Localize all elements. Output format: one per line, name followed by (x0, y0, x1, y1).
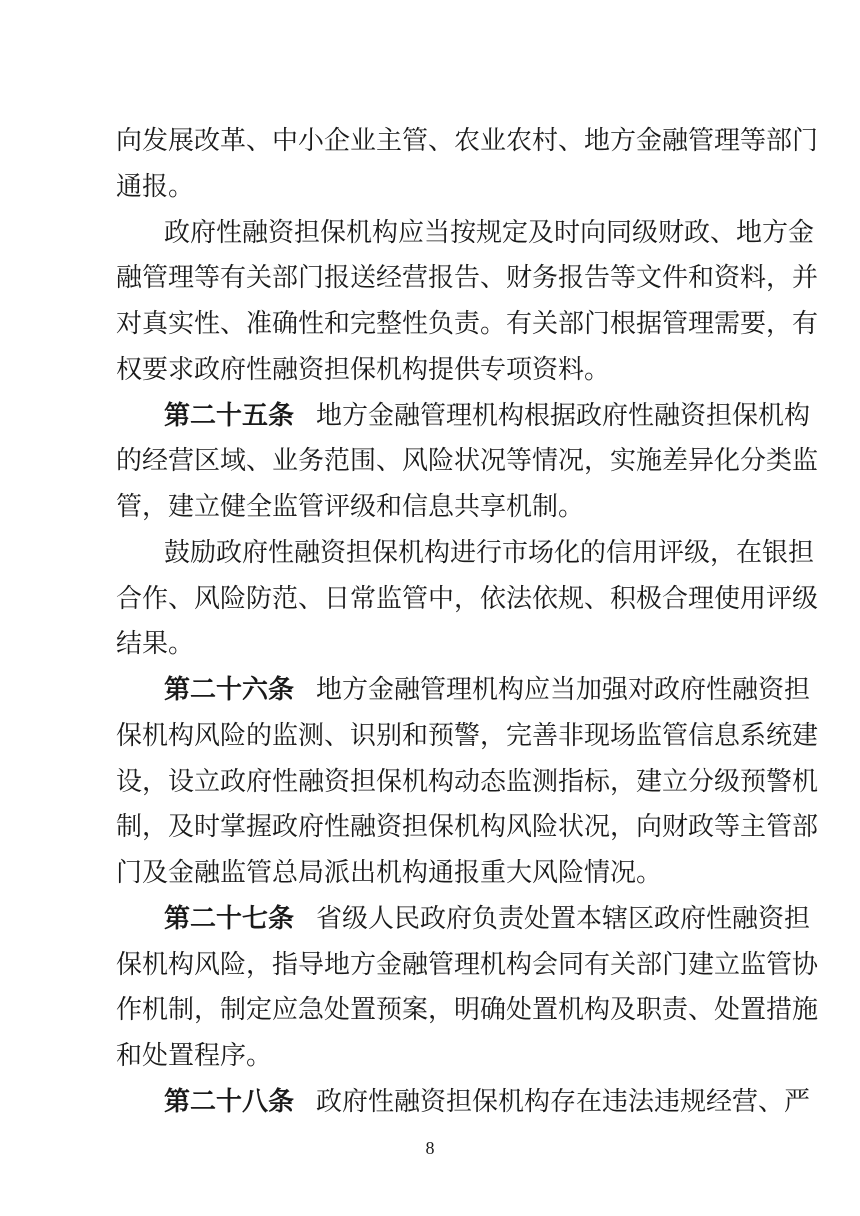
body-text-line (116, 490, 584, 524)
line-text: 政府性融资担保机构应当按规定及时向同级财政、地方金 (164, 218, 815, 248)
page-number: 8 (425, 1138, 435, 1158)
body-text-line (116, 810, 818, 844)
line-text: 的经营区域、业务范围、风险状况等情况，实施差异化分类监 (116, 446, 819, 476)
line-text: 权要求政府性融资担保机构提供专项资料。 (116, 355, 611, 385)
line-text: 融管理等有关部门报送经营报告、财务报告等文件和资料，并 (116, 263, 819, 293)
line-text: 门及金融监管总局派出机构通报重大风险情况。 (116, 858, 663, 888)
line-text: 通报。 (116, 172, 195, 202)
body-text-line (116, 856, 662, 890)
article-26-first-line (164, 673, 810, 707)
article-28-first-line (164, 1085, 810, 1119)
article-heading: 第二十七条 (164, 904, 295, 934)
body-text-line (116, 444, 818, 478)
article-25-first-line (164, 399, 810, 433)
article-heading: 第二十六条 (164, 675, 295, 705)
body-text-line (116, 1039, 272, 1073)
line-text: 对真实性、准确性和完整性负责。有关部门根据管理需要，有 (116, 309, 819, 339)
body-text-line (116, 124, 818, 158)
article-heading: 第二十五条 (164, 401, 295, 431)
line-text: 管，建立健全监管评级和信息共享机制。 (116, 492, 585, 522)
body-text-line (116, 719, 818, 753)
body-text-line (116, 582, 818, 616)
line-text: 向发展改革、中小企业主管、农业农村、地方金融管理等部门 (116, 126, 819, 156)
body-text-line (116, 261, 818, 295)
body-text-line (116, 993, 818, 1027)
line-text: 地方金融管理机构应当加强对政府性融资担 (316, 675, 811, 705)
line-text: 省级人民政府负责处置本辖区政府性融资担 (316, 904, 811, 934)
body-text-line (116, 627, 194, 661)
body-text-line (116, 765, 818, 799)
body-text-line (116, 353, 610, 387)
line-text: 合作、风险防范、日常监管中，依法依规、积极合理使用评级 (116, 584, 819, 614)
line-text: 保机构风险，指导地方金融管理机构会同有关部门建立监管协 (116, 950, 819, 980)
line-text: 和处置程序。 (116, 1041, 273, 1071)
article-27-first-line (164, 902, 810, 936)
line-text: 制，及时掌握政府性融资担保机构风险状况，向财政等主管部 (116, 812, 819, 842)
article-heading: 第二十八条 (164, 1087, 295, 1117)
body-text-line (116, 948, 818, 982)
line-text: 作机制，制定应急处置预案，明确处置机构及职责、处置措施 (116, 995, 819, 1025)
body-text-line (116, 170, 194, 204)
line-text: 保机构风险的监测、识别和预警，完善非现场监管信息系统建 (116, 721, 819, 751)
paragraph-first-line (164, 536, 814, 570)
line-text: 结果。 (116, 629, 195, 659)
line-text: 政府性融资担保机构存在违法违规经营、严 (316, 1087, 811, 1117)
line-text: 鼓励政府性融资担保机构进行市场化的信用评级，在银担 (164, 538, 815, 568)
line-text: 地方金融管理机构根据政府性融资担保机构 (316, 401, 811, 431)
line-text: 设，设立政府性融资担保机构动态监测指标，建立分级预警机 (116, 767, 819, 797)
body-text-line (116, 307, 818, 341)
paragraph-first-line (164, 216, 814, 250)
